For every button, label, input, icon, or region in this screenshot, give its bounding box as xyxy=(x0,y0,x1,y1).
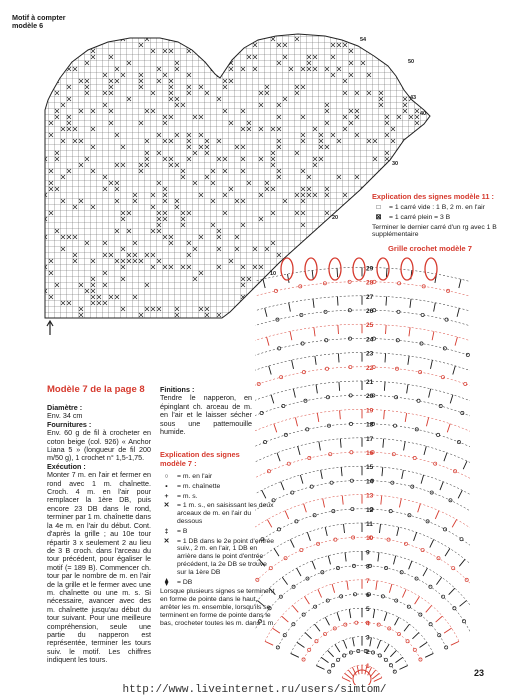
chain-mark xyxy=(295,520,298,523)
stitch-mark xyxy=(342,678,350,682)
chain-mark xyxy=(291,491,294,494)
round-number: 26 xyxy=(366,308,374,315)
chain-mark xyxy=(371,651,374,654)
stitch-mark xyxy=(410,299,411,308)
stitch-mark xyxy=(447,424,450,433)
stitch-mark xyxy=(426,418,428,427)
stitch-mark xyxy=(328,556,330,565)
stitch-mark xyxy=(345,552,346,561)
chain-mark xyxy=(460,538,463,541)
stitch-mark xyxy=(384,612,387,621)
row-label: 20 xyxy=(332,215,339,221)
chain-mark xyxy=(437,433,440,436)
stitch-mark xyxy=(389,584,392,593)
stitch-mark xyxy=(337,268,338,277)
round-number: 1 xyxy=(366,663,370,670)
stitch-mark xyxy=(316,384,317,393)
stitch-mark xyxy=(404,624,409,631)
chain-mark xyxy=(378,654,381,657)
model7-heading: Modèle 7 de la page 8 xyxy=(47,384,145,395)
stitch-mark xyxy=(343,524,344,533)
stitch-mark xyxy=(307,532,310,540)
stitch-mark xyxy=(339,382,340,391)
stitch-mark xyxy=(376,581,377,590)
stitch-mark xyxy=(415,596,420,604)
stitch-mark xyxy=(317,413,318,422)
footer-url: http://www.liveinternet.ru/users/simtom/ xyxy=(122,684,387,696)
stitch-mark xyxy=(287,274,289,283)
stitch-mark xyxy=(305,633,312,639)
round-number: 13 xyxy=(366,492,374,500)
round-number: 9 xyxy=(366,549,370,557)
stitch-mark xyxy=(451,641,459,645)
stitch-mark xyxy=(291,653,299,657)
stitch-mark xyxy=(418,504,421,513)
stitch-mark xyxy=(377,640,380,648)
stitch-mark xyxy=(409,561,412,569)
stitch-mark xyxy=(424,446,426,455)
chain-mark xyxy=(441,376,444,379)
stitch-mark xyxy=(395,617,399,625)
stitch-mark xyxy=(426,605,432,612)
joined-single-crochet-icon: ✕ xyxy=(163,502,170,510)
stitch-mark xyxy=(312,561,315,569)
finitions: Finitions : Tendre le napperon, en épinglant ch. arceau de m. en l'air et le laisser sécher sous une pattemouille humide. xyxy=(160,385,252,437)
stitch-mark xyxy=(332,584,335,593)
stitch-mark xyxy=(305,596,310,604)
stitch-mark xyxy=(399,499,401,508)
chain-mark xyxy=(263,440,266,443)
chain-mark xyxy=(445,646,448,649)
crochet-grid-diagram xyxy=(255,255,470,685)
chain-mark xyxy=(421,548,424,551)
stitch-mark xyxy=(282,616,289,622)
chain-mark xyxy=(462,620,465,623)
stitch-mark xyxy=(290,539,294,547)
treble-crochet-icon: ⧫ xyxy=(164,578,169,586)
chain-mark xyxy=(300,548,303,551)
chain-mark xyxy=(283,634,286,637)
stitch-mark xyxy=(385,353,386,362)
stitch-mark xyxy=(373,609,374,618)
stitch-mark xyxy=(292,605,298,612)
chain-mark xyxy=(413,648,416,651)
stitch-mark xyxy=(390,650,396,657)
stitch-mark xyxy=(453,366,456,375)
stitch-mark xyxy=(293,389,295,398)
petal-mark xyxy=(305,258,317,280)
round-arc xyxy=(255,563,470,636)
stitch-mark xyxy=(384,644,389,652)
row-label: 40 xyxy=(420,111,427,117)
stitch-mark xyxy=(430,539,434,547)
round-arc xyxy=(255,551,470,629)
stitch-mark xyxy=(459,559,465,566)
stitch-mark xyxy=(271,395,274,404)
stitch-mark xyxy=(457,308,459,317)
stitch-mark xyxy=(342,496,343,505)
stitch-mark xyxy=(348,670,354,677)
stitch-mark xyxy=(407,384,408,393)
stitch-mark xyxy=(338,353,339,362)
stitch-mark xyxy=(297,642,304,647)
stitch-mark xyxy=(421,475,424,484)
stitch-mark xyxy=(397,527,399,536)
stitch-mark xyxy=(374,678,382,682)
petal-mark xyxy=(353,258,365,280)
round-arc xyxy=(255,452,470,587)
stitch-mark xyxy=(269,366,272,375)
round-number: 11 xyxy=(366,521,373,528)
stitch-mark xyxy=(452,519,456,527)
round-number: 17 xyxy=(366,435,374,443)
round-number: 23 xyxy=(366,350,374,358)
round-number: 12 xyxy=(366,506,374,514)
stitch-mark xyxy=(386,297,387,306)
stitch-mark xyxy=(295,418,297,427)
chain-mark xyxy=(282,404,285,407)
chain-mark xyxy=(464,382,467,385)
round-arc xyxy=(255,492,470,605)
stitch-mark xyxy=(289,303,291,312)
chain-mark xyxy=(343,654,346,657)
stitch-mark xyxy=(281,482,284,490)
stitch-mark xyxy=(282,577,287,584)
stitch-mark xyxy=(408,356,409,365)
stitch-mark xyxy=(318,589,322,597)
round-number: 10 xyxy=(366,535,374,543)
stitch-mark xyxy=(315,356,316,365)
double-crochet-icon: ‡ xyxy=(164,527,169,535)
stitch-mark xyxy=(300,475,303,484)
stitch-mark xyxy=(379,524,380,533)
chain-mark xyxy=(278,347,281,350)
stitch-mark xyxy=(402,470,404,479)
stitch-mark xyxy=(459,279,461,288)
stitch-mark xyxy=(315,624,320,631)
round-arc xyxy=(255,293,470,521)
stitch-mark xyxy=(409,327,410,336)
stitch-mark xyxy=(298,446,300,455)
stitch-mark xyxy=(343,640,346,648)
stitch-mark xyxy=(267,337,269,346)
stitch-mark xyxy=(393,556,395,565)
stitch-mark xyxy=(297,568,301,576)
page-number: 23 xyxy=(474,668,485,678)
stitch-mark xyxy=(384,382,385,391)
round-arc xyxy=(255,338,470,538)
stitch-mark xyxy=(423,568,427,576)
petal-mark xyxy=(401,258,413,280)
stitch-mark xyxy=(340,439,341,448)
stitch-mark xyxy=(404,442,406,451)
row-label: 50 xyxy=(408,59,415,65)
stitch-mark xyxy=(429,389,431,398)
round-arc xyxy=(255,466,470,593)
stitch-mark xyxy=(372,673,379,679)
stitch-mark xyxy=(313,299,314,308)
stitch-mark xyxy=(420,642,427,647)
chain-mark xyxy=(287,462,290,465)
round-number: 24 xyxy=(366,336,374,344)
stitch-mark xyxy=(450,395,453,404)
stitch-mark xyxy=(265,641,273,645)
round-arc xyxy=(255,421,470,575)
stitch-mark xyxy=(316,666,324,670)
chain-mark xyxy=(308,648,311,651)
stitch-mark xyxy=(345,673,352,679)
stitch-mark xyxy=(370,637,372,646)
grid7-title: Grille crochet modèle 7 xyxy=(388,244,472,253)
chain-mark xyxy=(260,411,263,414)
model11-legend-title: Explication des signes modèle 11 : xyxy=(372,192,494,201)
round-number: 20 xyxy=(366,393,374,401)
stitch-mark xyxy=(458,490,462,498)
stitch-mark xyxy=(412,633,419,639)
round-number: 25 xyxy=(366,322,374,330)
stitch-mark xyxy=(444,453,447,461)
stitch-mark xyxy=(347,581,348,590)
stitch-mark xyxy=(414,532,417,540)
round-number: 19 xyxy=(366,407,374,415)
stitch-mark xyxy=(445,549,450,557)
stitch-mark xyxy=(357,666,359,675)
model7-text: Modèle 7 de la page 8 Diamètre : Env. 34 cm Fournitures : Env. 60 g de fil à crocheter en coton beige (col. 926) « Anchor Liana 5 » (longueur de fil 200 m/50 g), 1 crochet n° 1,5-1,75. Exécution : Monter 7 m. en l'air et fermer en rond avec 1 m. chaînette. Croch. 4 m. en l'air pour remplacer la 1ère DB, puis encore 23 DB dans le rond, terminer par 1 m. chaînette dans la 4e m. en l'air du début. Cont. d'après la grille ; au 10e tour répartir 3 x seulement 2 au lieu de 3 B croch. dans l'arceau du tour précédent, pour égaliser le motif (= 189 B). Commencer ch. tour par le nombre de m. en l'air de la grille et le fermer avec une m. chaînette ou une m. s. Si nécessaire, avancer avec des m. chaînette jusqu'au début du tour suivant. Pour une meilleure compréhension, seule une partie du napperon est représentée, terminer les tours suiv. le motif. Les chiffres indiquent les tours. xyxy=(47,384,151,665)
chain-mark xyxy=(407,605,410,608)
round-number: 15 xyxy=(366,464,374,472)
stitch-mark xyxy=(292,360,294,369)
round-arc xyxy=(255,381,470,557)
stitch-mark xyxy=(337,297,338,306)
chain-mark xyxy=(276,646,279,649)
petal-mark xyxy=(281,258,293,280)
round-arc xyxy=(255,537,470,623)
row-label: 54 xyxy=(360,37,367,43)
slip-stitch-icon: • xyxy=(165,482,168,490)
stitch-mark xyxy=(325,617,329,625)
stitch-mark xyxy=(425,653,433,657)
stitch-mark xyxy=(463,461,467,469)
stitch-mark xyxy=(321,470,323,479)
stitch-mark xyxy=(349,609,350,618)
round-number: 16 xyxy=(366,450,374,457)
stitch-mark xyxy=(386,268,387,277)
chain-mark xyxy=(326,599,329,602)
stitch-mark xyxy=(274,424,277,433)
round-arc xyxy=(255,310,470,526)
chart-title: Motif à compter modèle 6 xyxy=(12,13,66,31)
stitch-mark xyxy=(327,650,333,657)
stitch-mark xyxy=(435,511,439,519)
model11-legend-note: Terminer le dernier carré d'un rg avec 1 B supplémentaire xyxy=(372,223,497,239)
round-number: 27 xyxy=(366,293,374,301)
stitch-mark xyxy=(325,527,327,536)
stitch-mark xyxy=(304,504,307,513)
stitch-mark xyxy=(319,442,321,451)
round-number: 6 xyxy=(366,592,370,599)
stitch-mark xyxy=(395,657,402,662)
stitch-mark xyxy=(436,616,443,622)
round-arc xyxy=(255,324,470,532)
single-crochet-icon: + xyxy=(164,492,169,500)
round-number: 29 xyxy=(366,265,374,273)
stitch-mark xyxy=(402,589,406,597)
stitch-mark xyxy=(378,552,379,561)
stitch-mark xyxy=(290,331,292,340)
stitch-mark xyxy=(323,499,325,508)
stitch-mark xyxy=(405,413,406,422)
stitch-mark xyxy=(340,410,341,419)
stitch-mark xyxy=(381,496,382,505)
stitch-mark xyxy=(382,467,383,476)
round-number: 22 xyxy=(366,364,374,372)
round-number: 7 xyxy=(366,577,370,585)
crossed-treble-icon: ✕ xyxy=(163,537,170,545)
stitch-mark xyxy=(335,644,340,652)
petal-mark xyxy=(329,258,341,280)
stitch-mark xyxy=(434,303,436,312)
round-number: 3 xyxy=(366,634,370,642)
stitch-mark xyxy=(449,588,455,595)
round-arc xyxy=(255,267,470,508)
stitch-mark xyxy=(386,325,387,334)
round-number: 18 xyxy=(366,421,374,429)
stitch-mark xyxy=(263,279,265,288)
round-arc xyxy=(255,480,470,599)
stitch-mark xyxy=(455,337,457,346)
stitch-mark xyxy=(444,628,452,633)
stitch-mark xyxy=(272,628,280,633)
round-number: 8 xyxy=(366,563,370,571)
row-label: 43 xyxy=(410,95,417,101)
round-number: 28 xyxy=(366,279,374,287)
petal-mark xyxy=(425,258,437,280)
stitch-mark xyxy=(314,327,315,336)
stitch-mark xyxy=(430,360,432,369)
stitch-mark xyxy=(370,670,376,677)
stitch-mark xyxy=(337,612,340,621)
chain-mark xyxy=(443,528,446,531)
stitch-mark xyxy=(432,331,434,340)
stitch-mark xyxy=(338,325,339,334)
legend7: Explication des signes modèle 7 : ○ = m. en l'air • = m. chaînette + = m. s. ✕ = 1 m. s., en saisissant les deux arceaux de m. en l'air du dessous ‡ = B ✕ = 1 DB dans le 2e point d'entrée suiv., 2 m. en l'air, 1 DB en arrière dans le point d'entrée précédent, la 2e DB se trouve sur la 1ère DB ⧫ = DB Lorsque plusieurs signes se terminent en forme de pointe dans le haut, arrêter les m. ensemble, lorsqu'ils se terminent en forme de pointe dans le bas, crocheter toutes les m. dans 1 m. xyxy=(160,450,278,627)
round-number: 5 xyxy=(366,606,370,614)
chain-stitch-icon: ○ xyxy=(164,473,169,480)
chain-mark xyxy=(310,485,313,488)
stitch-mark xyxy=(341,467,342,476)
round-number: 4 xyxy=(366,620,370,628)
stitch-mark xyxy=(353,637,355,646)
stitch-mark xyxy=(440,482,443,490)
stitch-mark xyxy=(321,657,328,662)
legend7-note: Lorsque plusieurs signes se terminent en forme de pointe dans le haut, arrêter les m. ensemble, lorsqu'ils se terminent en forme de pointe dans le bas, crocheter toutes les m. dans 1 m. xyxy=(160,588,276,627)
stitch-mark xyxy=(265,308,267,317)
row-label: 30 xyxy=(392,161,399,167)
filled-square-icon: ⊠ xyxy=(375,213,382,221)
stitch-mark xyxy=(285,511,289,519)
stitch-mark xyxy=(436,577,441,584)
stitch-mark xyxy=(384,410,385,419)
round-number: 14 xyxy=(366,478,374,486)
chain-mark xyxy=(445,318,448,321)
stitch-mark xyxy=(383,439,384,448)
model11-legend: Explication des signes modèle 11 : □ = 1 carré vide : 1 B, 2 m. en l'air ⊠ = 1 carré plein = 3 B Terminer le dernier carré d'un rg avec 1 B supplémentaire xyxy=(372,192,500,239)
stitch-mark xyxy=(399,666,407,670)
stitch-mark xyxy=(460,601,467,607)
row-label: 10 xyxy=(270,271,277,277)
stitch-mark xyxy=(312,270,313,279)
round-number: 2 xyxy=(366,648,370,656)
round-number: 21 xyxy=(366,379,374,386)
empty-square-icon: □ xyxy=(376,204,381,211)
